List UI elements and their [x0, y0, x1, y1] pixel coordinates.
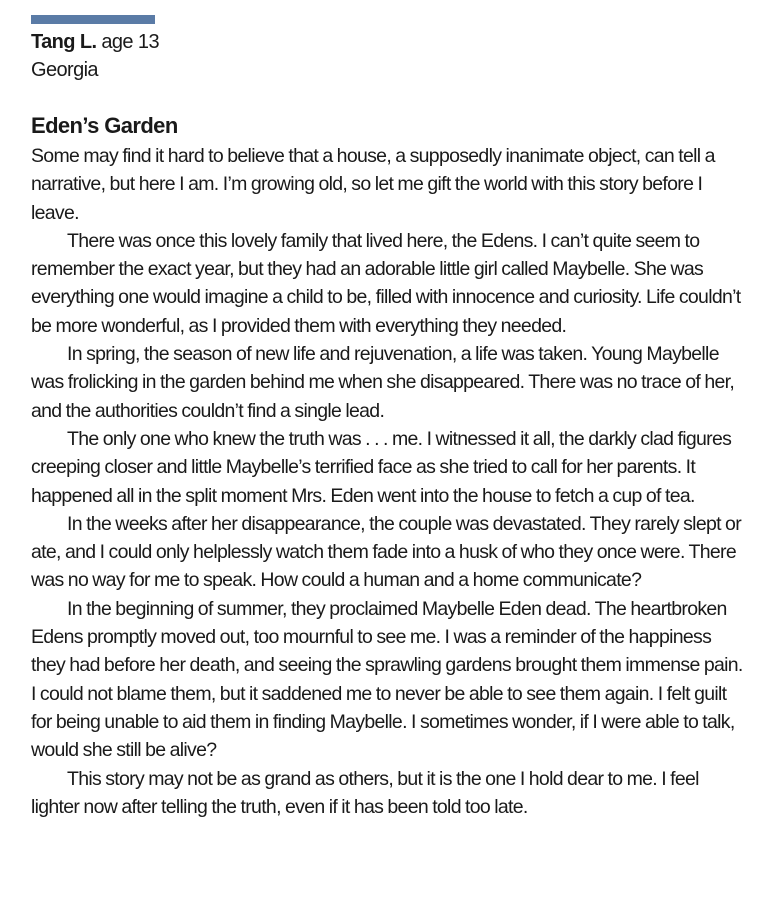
story-paragraph: Some may find it hard to believe that a house, a supposedly inanimate object, can tell a narrative, but here I am. I’m growing old, so let me gift the world with this story before I leave. [31, 145, 715, 224]
accent-bar [31, 15, 155, 24]
author-block [31, 28, 159, 84]
story-body [31, 142, 743, 821]
story-paragraph: The only one who knew the truth was . . . me. I witnessed it all, the darkly clad figures creeping closer and little Maybelle’s terrified face as she tried to call for her parents. It happened all in the split moment Mrs. Eden went into the house to fetch a cup of tea. [31, 427, 732, 507]
story-paragraph: This story may not be as grand as others, but it is the one I hold dear to me. I feel lighter now after telling the truth, even if it has been told too late. [31, 767, 699, 818]
story-paragraph: In the weeks after her disappearance, the couple was devastated. They rarely slept or ate, and I could only helplessly watch them fade into a husk of who they once were. There was no way for me to speak. How could a human and a home communicate? [31, 512, 741, 592]
story-paragraph: In the beginning of summer, they proclaimed Maybelle Eden dead. The heartbroken Edens promptly moved out, too mournful to see me. I was a reminder of the happiness they had before her death, and seeing the sprawling gardens brought them immense pain. I could not blame them, but it saddened me to never be able to see them again. I felt guilt for being unable to aid them in finding Maybelle. I sometimes wonder, if I were able to talk, would she still be alive? [31, 597, 743, 762]
story-paragraph: In spring, the season of new life and rejuvenation, a life was taken. Young Maybelle was frolicking in the garden behind me when she disappeared. There was no trace of her, and the authorities couldn’t find a single lead. [31, 343, 735, 422]
story-paragraph: There was once this lovely family that lived here, the Edens. I can’t quite seem to remember the exact year, but they had an adorable little girl called Maybelle. She was everything one would imagine a child to be, filled with innocence and curiosity. Life couldn’t be more wonderful, as I provided them with everything they needed. [31, 229, 741, 337]
author-line [31, 28, 159, 56]
author-age: age 13 [101, 31, 159, 53]
author-location: Georgia [31, 59, 98, 81]
author-name: Tang L. [31, 31, 97, 53]
story [31, 112, 743, 821]
story-title: Eden’s Garden [31, 113, 178, 138]
